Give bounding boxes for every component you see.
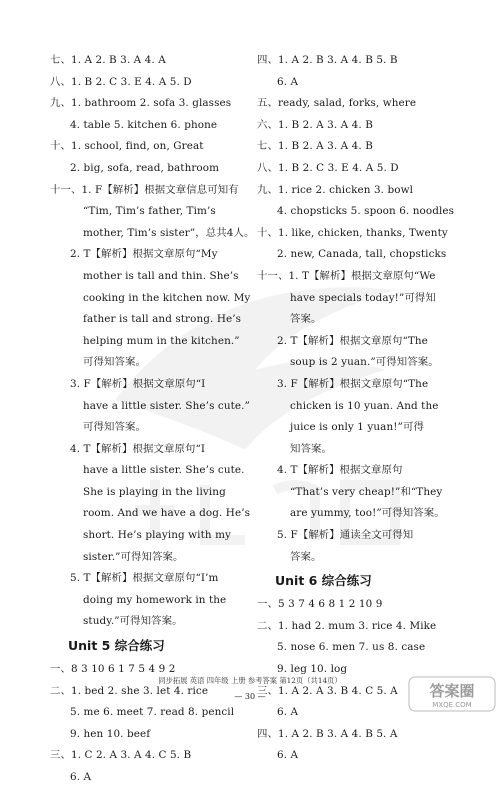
answer-line: 5. nose 6. men 7. us 8. case (277, 641, 426, 654)
answer-line: 八、1. B 2. C 3. E 4. A 5. D (50, 75, 192, 88)
answer-line: 九、1. bathroom 2. sofa 3. glasses (50, 97, 232, 110)
answer-line: are yummy, too!”可得知答案。 (290, 507, 445, 520)
answer-line: 6. A (277, 75, 299, 88)
answer-line: 八、1. B 2. C 3. E 4. A 5. D (257, 161, 399, 174)
answer-line: 6. A (277, 749, 299, 762)
answer-line: study.”可得知答案。 (83, 615, 183, 628)
answer-line: 2. big, sofa, read, bathroom (70, 161, 220, 174)
answer-line: 三、1. C 2. A 3. A 4. C 5. B (50, 749, 192, 762)
answer-line: 9. hen 10. beef (70, 727, 151, 740)
unit-section-title: Unit 5 综合练习 (68, 638, 165, 654)
answer-line: 4. T【解析】根据文章原句 (277, 464, 403, 477)
answer-line: She is playing in the living (83, 485, 226, 498)
answer-line: 4. T【解析】根据文章原句“I (70, 442, 206, 455)
unit-section-title: Unit 6 综合练习 (275, 573, 372, 589)
answer-line: 5. T【解析】根据文章原句“I’m (70, 572, 219, 585)
answer-line: 答案。 (290, 313, 322, 326)
answer-line: 五、ready, salad, forks, where (257, 97, 417, 110)
answer-line: 6. A (277, 706, 299, 719)
answer-line: 知答案。 (290, 442, 332, 455)
answer-line: 七、1. B 2. A 3. A 4. B (257, 140, 373, 153)
answer-line: short. He’s playing with my (83, 529, 231, 542)
answer-line: 七、1. A 2. B 3. A 4. A (50, 54, 166, 66)
answer-line: 2. T【解析】根据文章原句“The (277, 334, 428, 347)
answer-line: have a little sister. She’s cute. (83, 464, 245, 477)
answer-line: room. And we have a dog. He’s (83, 507, 251, 520)
answer-line: mother is tall and thin. She’s (83, 269, 239, 282)
answer-line: juice is only 1 yuan!”可得 (290, 421, 424, 434)
answer-circle-logo-icon (408, 676, 496, 712)
answer-line: soup is 2 yuan.”可得知答案。 (290, 356, 439, 369)
logo-main-text: 答案圈 (429, 682, 475, 700)
answer-line: 十、1. school, find, on, Great (50, 140, 204, 153)
right-column (257, 50, 457, 767)
answer-line: helping mum in the kitchen.” (83, 334, 240, 347)
answer-line: 9. leg 10. log (277, 663, 348, 676)
answer-line: 2. T【解析】根据文章原句“My (70, 248, 218, 261)
answer-line: father is tall and strong. He’s (83, 313, 242, 326)
answer-line: cooking in the kitchen now. My (83, 291, 251, 304)
answer-line: have specials today!”可得知 (290, 291, 436, 304)
answer-line: 4. chopsticks 5. spoon 6. noodles (277, 205, 455, 218)
answer-line: doing my homework in the (83, 593, 227, 606)
answer-line: 可得知答案。 (83, 421, 146, 434)
answer-line: have a little sister. She’s cute.” (83, 399, 250, 412)
answer-line: 四、1. A 2. B 3. A 4. B 5. A (257, 727, 398, 740)
answer-line: 一、5 3 7 4 6 8 1 2 10 9 (257, 598, 383, 611)
answer-line: 十、1. like, chicken, thanks, Twenty (257, 226, 448, 239)
answer-line: mother, Tim’s sister”，总共4人。 (83, 226, 255, 239)
logo-sub-text: MXQE.COM (432, 701, 472, 709)
answer-line: 十一、1. F【解析】根据文章信息可知有 (50, 183, 239, 196)
answer-line: 3. F【解析】根据文章原句“The (277, 377, 429, 390)
answer-line: 2. new, Canada, tall, chopsticks (277, 248, 447, 261)
answer-line: 5. me 6. meet 7. read 8. pencil (70, 706, 235, 719)
answer-line: 4. table 5. kitchen 6. phone (70, 118, 218, 131)
answer-line: 十一、1. T【解析】根据文章原句“We (257, 269, 436, 282)
page-number: — 30 — (234, 692, 266, 701)
answer-line: 九、1. rice 2. chicken 3. bowl (257, 183, 414, 196)
answer-line: 5. F【解析】通读全文可得知 (277, 529, 414, 542)
answer-line: 6. A (70, 771, 92, 783)
answer-line: 三、1. A 2. A 3. B 4. C 5. A (257, 684, 398, 697)
page-footer: 同步拓展 英语 四年级 上册 参考答案 第12页（共14页） (158, 676, 342, 685)
answer-line: chicken is 10 yuan. And the (290, 399, 439, 412)
answer-line: sister.”可得知答案。 (83, 550, 184, 563)
answer-line: 四、1. A 2. B 3. A 4. B 5. B (257, 54, 398, 66)
answer-line: 六、1. B 2. A 3. A 4. B (257, 118, 373, 131)
answer-line: 二、1. had 2. mum 3. rice 4. Mike (257, 619, 437, 632)
answer-line: 二、1. bed 2. she 3. let 4. rice (50, 684, 209, 697)
answer-line: 答案。 (290, 550, 322, 563)
answer-line: “That’s very cheap!”和“They (290, 485, 443, 498)
answer-line: “Tim, Tim’s father, Tim’s (83, 205, 216, 218)
answer-line: 3. F【解析】根据文章原句“I (70, 377, 206, 390)
answer-line: 一、8 3 10 6 1 7 5 4 9 2 (50, 663, 176, 676)
answer-line: 可得知答案。 (83, 356, 146, 369)
